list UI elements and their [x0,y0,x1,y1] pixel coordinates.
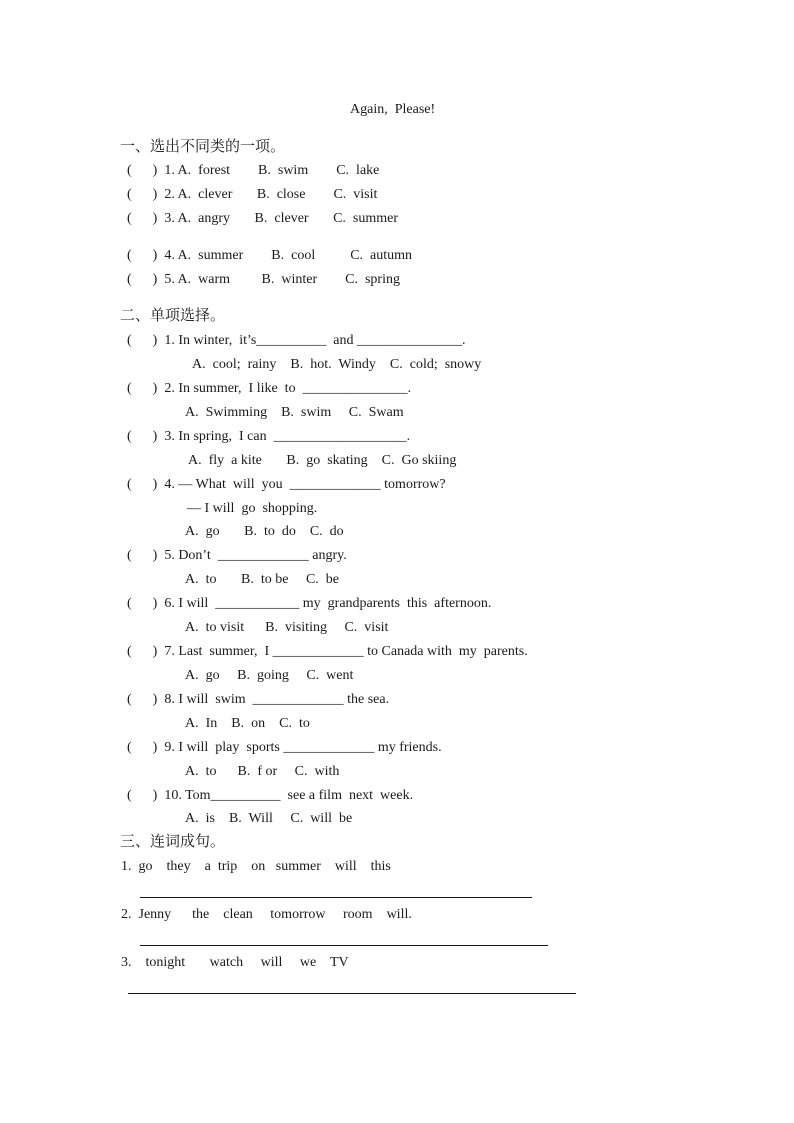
sentence-3-answer-line [128,993,576,994]
sentence-1-words: 1. go they a trip on summer will this [121,859,391,874]
section1-heading: 一、选出不同类的一项。 [120,137,286,155]
question-5: ( ) 5. Don’t _____________ angry. [127,548,347,563]
question-4-answer-line: — I will go shopping. [187,501,318,516]
question-2: ( ) 2. In summer, I like to _______________. [127,381,412,396]
section1-item-5: ( ) 5. A. warm B. winter C. spring [127,272,400,287]
question-1: ( ) 1. In winter, it’s__________ and _______________. [127,333,466,348]
question-9-options: A. to B. f or C. with [185,764,340,779]
question-2-options: A. Swimming B. swim C. Swam [185,405,404,420]
question-8: ( ) 8. I will swim _____________ the sea. [127,692,390,707]
question-4: ( ) 4. — What will you _____________ tomorrow? [127,477,446,492]
section1-item-4: ( ) 4. A. summer B. cool C. autumn [127,248,413,263]
question-3-options: A. fly a kite B. go skating C. Go skiing [188,453,457,468]
section1-item-3: ( ) 3. A. angry B. clever C. summer [127,211,399,226]
question-4-options: A. go B. to do C. do [185,524,344,539]
question-3: ( ) 3. In spring, I can ___________________. [127,429,411,444]
question-9: ( ) 9. I will play sports _____________ my friends. [127,740,442,755]
sentence-3-words: 3. tonight watch will we TV [121,955,349,970]
question-6-options: A. to visit B. visiting C. visit [185,620,389,635]
question-1-options: A. cool; rainy B. hot. Windy C. cold; snowy [192,357,482,372]
question-5-options: A. to B. to be C. be [185,572,339,587]
section2-heading: 二、单项选择。 [120,306,226,324]
question-10: ( ) 10. Tom__________ see a film next week. [127,788,414,803]
page-title: Again, Please! [350,102,436,117]
sentence-1-answer-line [140,897,532,898]
section1-item-1: ( ) 1. A. forest B. swim C. lake [127,163,380,178]
question-7-options: A. go B. going C. went [185,668,354,683]
question-10-options: A. is B. Will C. will be [185,811,353,826]
section1-item-2: ( ) 2. A. clever B. close C. visit [127,187,378,202]
sentence-2-answer-line [140,945,548,946]
section3-heading: 三、连词成句。 [120,832,226,850]
sentence-2-words: 2. Jenny the clean tomorrow room will. [121,907,412,922]
question-7: ( ) 7. Last summer, I _____________ to Canada with my parents. [127,644,528,659]
question-6: ( ) 6. I will ____________ my grandparents this afternoon. [127,596,492,611]
question-8-options: A. In B. on C. to [185,716,310,731]
